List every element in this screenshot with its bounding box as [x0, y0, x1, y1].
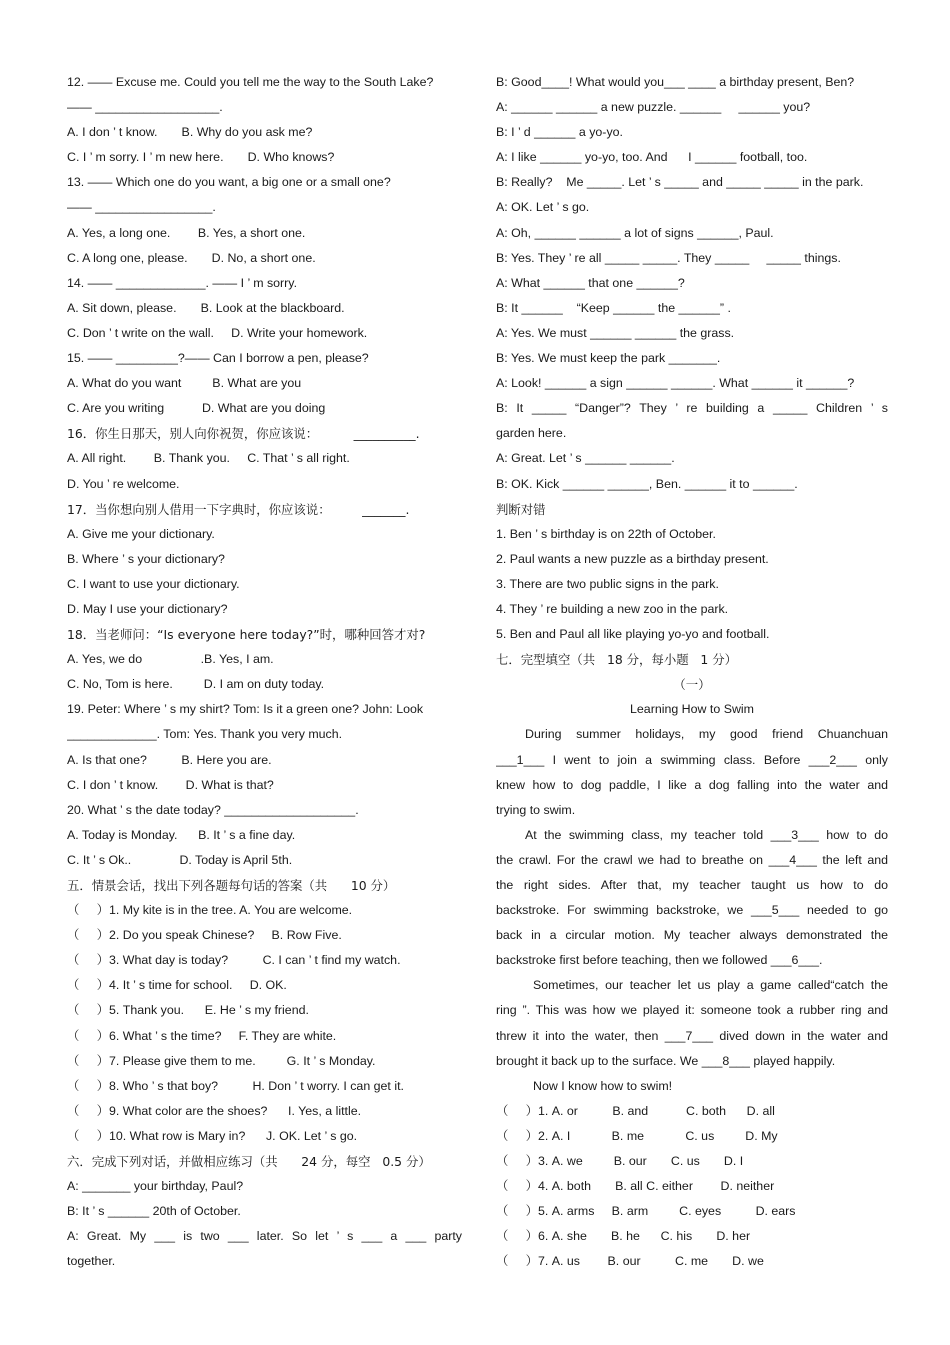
dialogue-line: A: What ______ that one ______? [496, 275, 685, 290]
section-7-heading: 七．完型填空（共 18 分，每小题 1 分） [496, 652, 738, 668]
dialogue-line: B: It ’ s ______ 20th of October. [67, 1204, 241, 1219]
right-column [496, 70, 888, 1275]
dialogue-line: A: _______ your birthday, Paul? [67, 1179, 244, 1194]
q17-option-a: A. Give me your dictionary. [67, 526, 215, 541]
q14-options-cd: C. Don ’ t write on the wall. D. Write your homework. [67, 325, 368, 340]
dialogue-line: A: OK. Let ’ s go. [496, 200, 590, 215]
dialogue-line: A: ______ ______ a new puzzle. ______ ______ you? [496, 100, 811, 115]
dialogue-line: B: It ______ “Keep ______ the ______” . [496, 300, 731, 315]
match-item: （ ）2. Do you speak Chinese? B. Row Five. [67, 928, 342, 943]
dialogue-line: B: Good____! What would you___ ____ a birthday present, Ben? [496, 75, 855, 89]
passage-line: backstroke. For swimming backstroke, we ___5___ needed to go [496, 903, 888, 918]
passage-number: （一） [673, 677, 711, 693]
cloze-option-row: （ ）3. A. we B. our C. us D. I [496, 1154, 744, 1169]
match-item: （ ）3. What day is today? C. I can ’ t find my watch. [67, 953, 401, 968]
true-false-item: 4. They ’ re building a new zoo in the park. [496, 601, 729, 616]
q17-option-b: B. Where ’ s your dictionary? [67, 551, 225, 566]
q16-option-d: D. You ’ re welcome. [67, 476, 180, 491]
q13-blank: —— _________________. [67, 200, 216, 215]
dialogue-line: B: OK. Kick ______ ______, Ben. ______ it to ______. [496, 476, 798, 491]
q12-options-cd: C. I ’ m sorry. I ’ m new here. D. Who knows? [67, 150, 335, 165]
q19-options-ab: A. Is that one? B. Here you are. [67, 752, 272, 767]
true-false-heading: 判断对错 [496, 501, 546, 517]
q15-stem: 15. —— _________?—— Can I borrow a pen, please? [67, 351, 369, 366]
match-item: （ ）10. What row is Mary in? J. OK. Let ’ s go. [67, 1128, 358, 1143]
match-item: （ ）1. My kite is in the tree. A. You are welcome. [67, 903, 353, 918]
true-false-item: 1. Ben ’ s birthday is on 22th of October. [496, 526, 716, 541]
q18-options-cd: C. No, Tom is here. D. I am on duty today. [67, 677, 325, 692]
dialogue-line: B: It _____ “Danger”? They ’ re building a _____ Children ’ s [496, 401, 888, 416]
q12-blank: —— __________________. [67, 100, 223, 115]
q18-options-ab: A. Yes, we do .B. Yes, I am. [67, 652, 274, 667]
dialogue-line: together. [67, 1254, 116, 1269]
cloze-option-row: （ ）6. A. she B. he C. his D. her [496, 1229, 751, 1244]
q19-stem-cont: _____________. Tom: Yes. Thank you very much. [67, 727, 343, 742]
match-item: （ ）6. What ’ s the time? F. They are white. [67, 1028, 337, 1043]
cloze-option-row: （ ）2. A. I B. me C. us D. My [496, 1128, 778, 1143]
passage-line: the right sides. After that, my teacher taught us how to do [496, 878, 888, 892]
passage-line: knew how to dog paddle, I like a dog falling into the water and [496, 777, 888, 792]
cloze-option-row: （ ）1. A. or B. and C. both D. all [496, 1103, 775, 1118]
passage-line: backstroke first before teaching, then we followed ___6___. [496, 953, 823, 968]
q19-options-cd: C. I don ’ t know. D. What is that? [67, 777, 274, 792]
q19-stem: 19. Peter: Where ’ s my shirt? Tom: Is it a green one? John: Look [67, 702, 424, 717]
q17-stem: 17．当你想向别人借用一下字典时，你应该说： _______. [67, 501, 410, 517]
match-item: （ ）4. It ’ s time for school. D. OK. [67, 978, 287, 993]
passage-line: back in a circular motion. My teacher always demonstrated the [496, 928, 888, 943]
passage-line: Now I know how to swim! [533, 1078, 673, 1093]
q16-stem: 16．你生日那天，别人向你祝贺，你应该说： __________. [67, 426, 420, 442]
q20-options-cd: C. It ’ s Ok.. D. Today is April 5th. [67, 852, 293, 867]
q17-option-c: C. I want to use your dictionary. [67, 576, 240, 591]
passage-line: During summer holidays, my good friend Chuanchuan [525, 727, 888, 742]
dialogue-line: A: Yes. We must ______ ______ the grass. [496, 325, 735, 340]
cloze-option-row: （ ）4. A. both B. all C. either D. neither [496, 1179, 775, 1194]
q13-options-ab: A. Yes, a long one. B. Yes, a short one. [67, 225, 306, 240]
q17-option-d: D. May I use your dictionary? [67, 601, 228, 616]
passage-line: ___1___ I went to join a swimming class. Before ___2___ only [496, 752, 888, 767]
passage-line: brought it back up to the surface. We ___8___ played happily. [496, 1053, 836, 1068]
q15-options-cd: C. Are you writing D. What are you doing [67, 401, 326, 416]
dialogue-line: garden here. [496, 426, 567, 441]
left-column [67, 70, 462, 1275]
q20-options-ab: A. Today is Monday. B. It ’ s a fine day. [67, 827, 296, 842]
cloze-option-row: （ ）7. A. us B. our C. me D. we [496, 1254, 764, 1269]
dialogue-line: A: Look! ______ a sign ______ ______. What ______ it ______? [496, 376, 855, 391]
passage-title: Learning How to Swim [630, 702, 754, 717]
q13-options-cd: C. A long one, please. D. No, a short one. [67, 250, 316, 265]
section-6-heading: 六．完成下列对话，并做相应练习（共 24 分，每空 0.5 分） [67, 1154, 431, 1170]
dialogue-line: A: Great. My ___ is two ___ later. So let ’ s ___ a ___ party [67, 1229, 462, 1244]
q14-options-ab: A. Sit down, please. B. Look at the blackboard. [67, 300, 345, 315]
q15-options-ab: A. What do you want B. What are you [67, 376, 302, 391]
true-false-item: 5. Ben and Paul all like playing yo-yo and football. [496, 627, 770, 642]
dialogue-line: B: Yes. They ’ re all _____ _____. They _____ _____ things. [496, 250, 841, 265]
q16-options-abc: A. All right. B. Thank you. C. That ’ s all right. [67, 451, 350, 466]
match-item: （ ）7. Please give them to me. G. It ’ s Monday. [67, 1053, 376, 1068]
true-false-item: 2. Paul wants a new puzzle as a birthday present. [496, 551, 769, 566]
dialogue-line: B: Really? Me _____. Let ’ s _____ and _____ _____ in the park. [496, 175, 864, 190]
q14-stem: 14. —— _____________. —— I ’ m sorry. [67, 275, 298, 290]
q13-stem: 13. —— Which one do you want, a big one or a small one? [67, 175, 391, 190]
passage-line: ring ”. This was how we played it: someone took a rubber ring and [496, 1003, 888, 1018]
passage-line: Sometimes, our teacher let us play a game called“catch the [533, 978, 888, 993]
dialogue-line: A: I like ______ yo-yo, too. And I ______ football, too. [496, 150, 808, 165]
passage-line: the crawl. For the crawl we had to breathe on ___4___ the left and [496, 852, 888, 867]
match-item: （ ）9. What color are the shoes? I. Yes, a little. [67, 1103, 362, 1118]
dialogue-line: B: I ’ d ______ a yo-yo. [496, 125, 623, 140]
section-5-heading: 五．情景会话，找出下列各题每句话的答案（共 10 分） [67, 878, 396, 893]
q20-stem: 20. What ’ s the date today? ___________________. [67, 802, 359, 817]
match-item: （ ）8. Who ’ s that boy? H. Don ’ t worry. I can get it. [67, 1078, 404, 1093]
match-item: （ ）5. Thank you. E. He ’ s my friend. [67, 1003, 309, 1018]
passage-line: trying to swim. [496, 802, 576, 817]
passage-line: threw it into the water, then ___7___ dived down in the water and [496, 1028, 888, 1043]
dialogue-line: A: Oh, ______ ______ a lot of signs ______, Paul. [496, 225, 774, 240]
q12-stem: 12. —— Excuse me. Could you tell me the way to the South Lake? [67, 75, 434, 89]
q18-stem: 18．当老师问：“Is everyone here today?”时，哪种回答才对? [67, 627, 426, 643]
passage-line: At the swimming class, my teacher told ___3___ how to do [525, 827, 888, 842]
q12-options-ab: A. I don ’ t know. B. Why do you ask me? [67, 125, 313, 140]
true-false-item: 3. There are two public signs in the park. [496, 576, 719, 591]
cloze-option-row: （ ）5. A. arms B. arm C. eyes D. ears [496, 1204, 796, 1219]
dialogue-line: A: Great. Let ’ s ______ ______. [496, 451, 675, 466]
dialogue-line: B: Yes. We must keep the park _______. [496, 351, 721, 366]
